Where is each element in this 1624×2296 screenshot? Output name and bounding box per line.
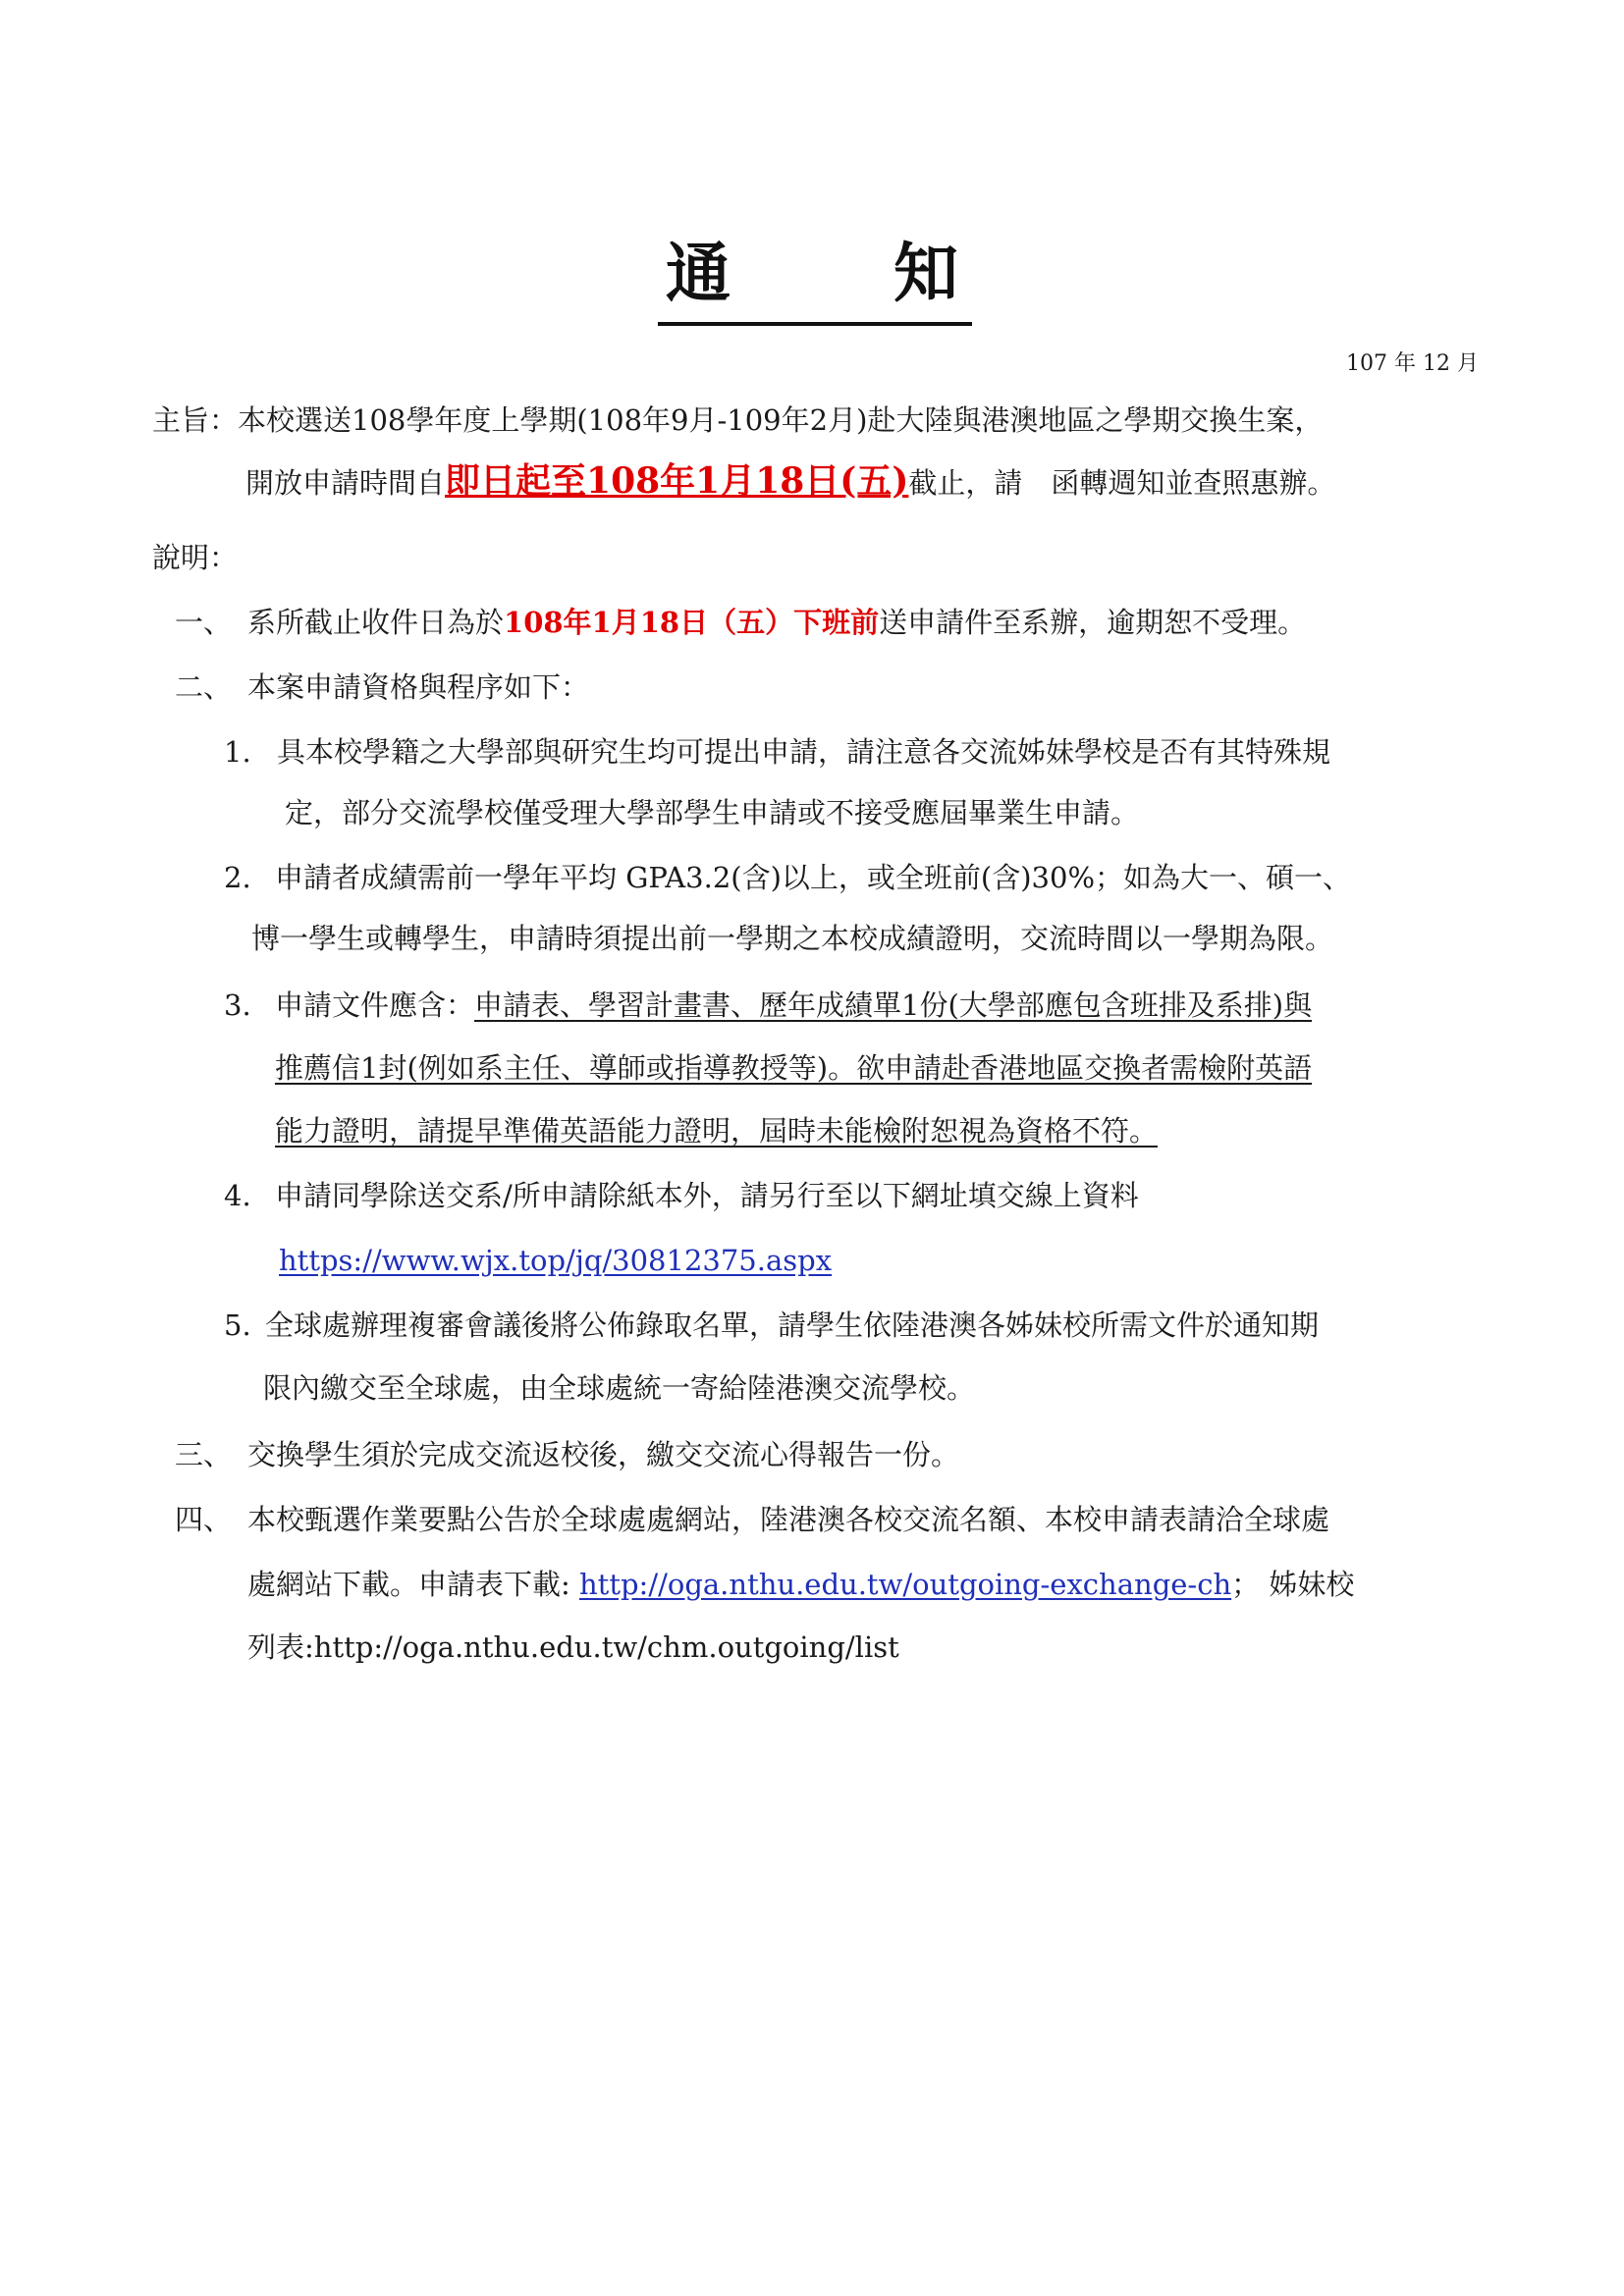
sub-item-3-pre: 申請文件應含： <box>275 988 475 1022</box>
sub-item-3-marker: 3. <box>224 988 251 1022</box>
application-form-download-link[interactable]: http://oga.nthu.edu.tw/outgoing-exchange-ch <box>579 1568 1232 1601</box>
item-one-pre: 系所截止收件日為於 <box>247 606 505 639</box>
sub-item-1-line-1: 具本校學籍之大學部與研究生均可提出申請，請注意各交流姊妹學校是否有其特殊規 <box>277 735 1331 769</box>
item-four-line-2-post: ； 姊妹校 <box>1231 1568 1355 1601</box>
item-four-marker: 四、 <box>175 1503 233 1536</box>
item-one-post: 送申請件至系辦，逾期恕不受理。 <box>879 606 1307 639</box>
item-four-line-3: 列表:http://oga.nthu.edu.tw/chm.outgoing/list <box>247 1630 899 1664</box>
sub-item-5-line-1: 全球處辦理複審會議後將公佈錄取名單，請學生依陸港澳各姊妹校所需文件於通知期 <box>265 1308 1320 1342</box>
notice-title <box>658 234 972 326</box>
explanation-label: 說明： <box>152 541 239 574</box>
sub-item-4-marker: 4. <box>224 1179 251 1212</box>
sub-item-1-marker: 1. <box>224 735 251 769</box>
sub-item-5-line-2: 限內繳交至全球處，由全球處統一寄給陸港澳交流學校。 <box>263 1371 976 1405</box>
sub-item-2-marker: 2. <box>224 861 251 894</box>
deadline-highlight: 108年1月18日（五）下班前 <box>504 606 880 639</box>
item-four-line-1: 本校甄選作業要點公告於全球處處網站，陸港澳各校交流名額、本校申請表請洽全球處 <box>247 1503 1330 1536</box>
title-char-2: 知 <box>893 235 958 311</box>
title-char-1: 通 <box>666 235 731 311</box>
item-one-marker: 一、 <box>175 606 233 639</box>
item-four-line-2 <box>247 1565 1354 1604</box>
sub-item-1-line-2: 定，部分交流學校僅受理大學部學生申請或不接受應屆畢業生申請。 <box>285 796 1140 829</box>
sub-item-2-line-1: 申請者成績需前一學年平均 GPA3.2(含)以上，或全班前(含)30%；如為大一、碩一、 <box>275 861 1352 894</box>
item-two-text: 本案申請資格與程序如下： <box>247 670 590 704</box>
item-four-line-2-pre: 處網站下載。申請表下載: <box>247 1568 579 1601</box>
application-period-highlight: 即日起至108年1月18日(五) <box>445 460 909 502</box>
online-form-link[interactable]: https://www.wjx.top/jq/30812375.aspx <box>279 1244 833 1277</box>
sub-item-3-line-3: 能力證明，請提早準備英語能力證明，屆時未能檢附恕視為資格不符。 <box>275 1114 1159 1148</box>
subject-line-2 <box>245 461 1335 503</box>
required-documents: 申請表、學習計畫書、歷年成績單1份(大學部應包含班排及系排)與 <box>474 988 1313 1022</box>
sub-item-5-marker: 5. <box>224 1308 251 1342</box>
subject-line-2-pre: 開放申請時間自 <box>245 466 446 500</box>
sub-item-3-line-1 <box>275 986 1312 1025</box>
subject-line-1: 主旨：本校選送108學年度上學期(108年9月-109年2月)赴大陸與港澳地區之學期交換生案， <box>152 403 1324 437</box>
item-three-text: 交換學生須於完成交流返校後，繳交交流心得報告一份。 <box>247 1438 960 1471</box>
sub-item-2-line-2: 博一學生或轉學生，申請時須提出前一學期之本校成績證明，交流時間以一學期為限。 <box>251 922 1334 955</box>
sub-item-4-link-line <box>279 1241 832 1280</box>
item-three-marker: 三、 <box>175 1438 233 1471</box>
issue-date: 107 年 12 月 <box>1346 351 1479 376</box>
subject-line-2-post: 截止，請 函轉週知並查照惠辦。 <box>908 466 1336 500</box>
sub-item-4-line-1: 申請同學除送交系/所申請除紙本外，請另行至以下網址填交線上資料 <box>275 1179 1139 1212</box>
item-two-marker: 二、 <box>175 670 233 704</box>
sub-item-3-line-2: 推薦信1封(例如系主任、導師或指導教授等)。欲申請赴香港地區交換者需檢附英語 <box>275 1051 1313 1085</box>
item-one-text <box>247 603 1306 642</box>
